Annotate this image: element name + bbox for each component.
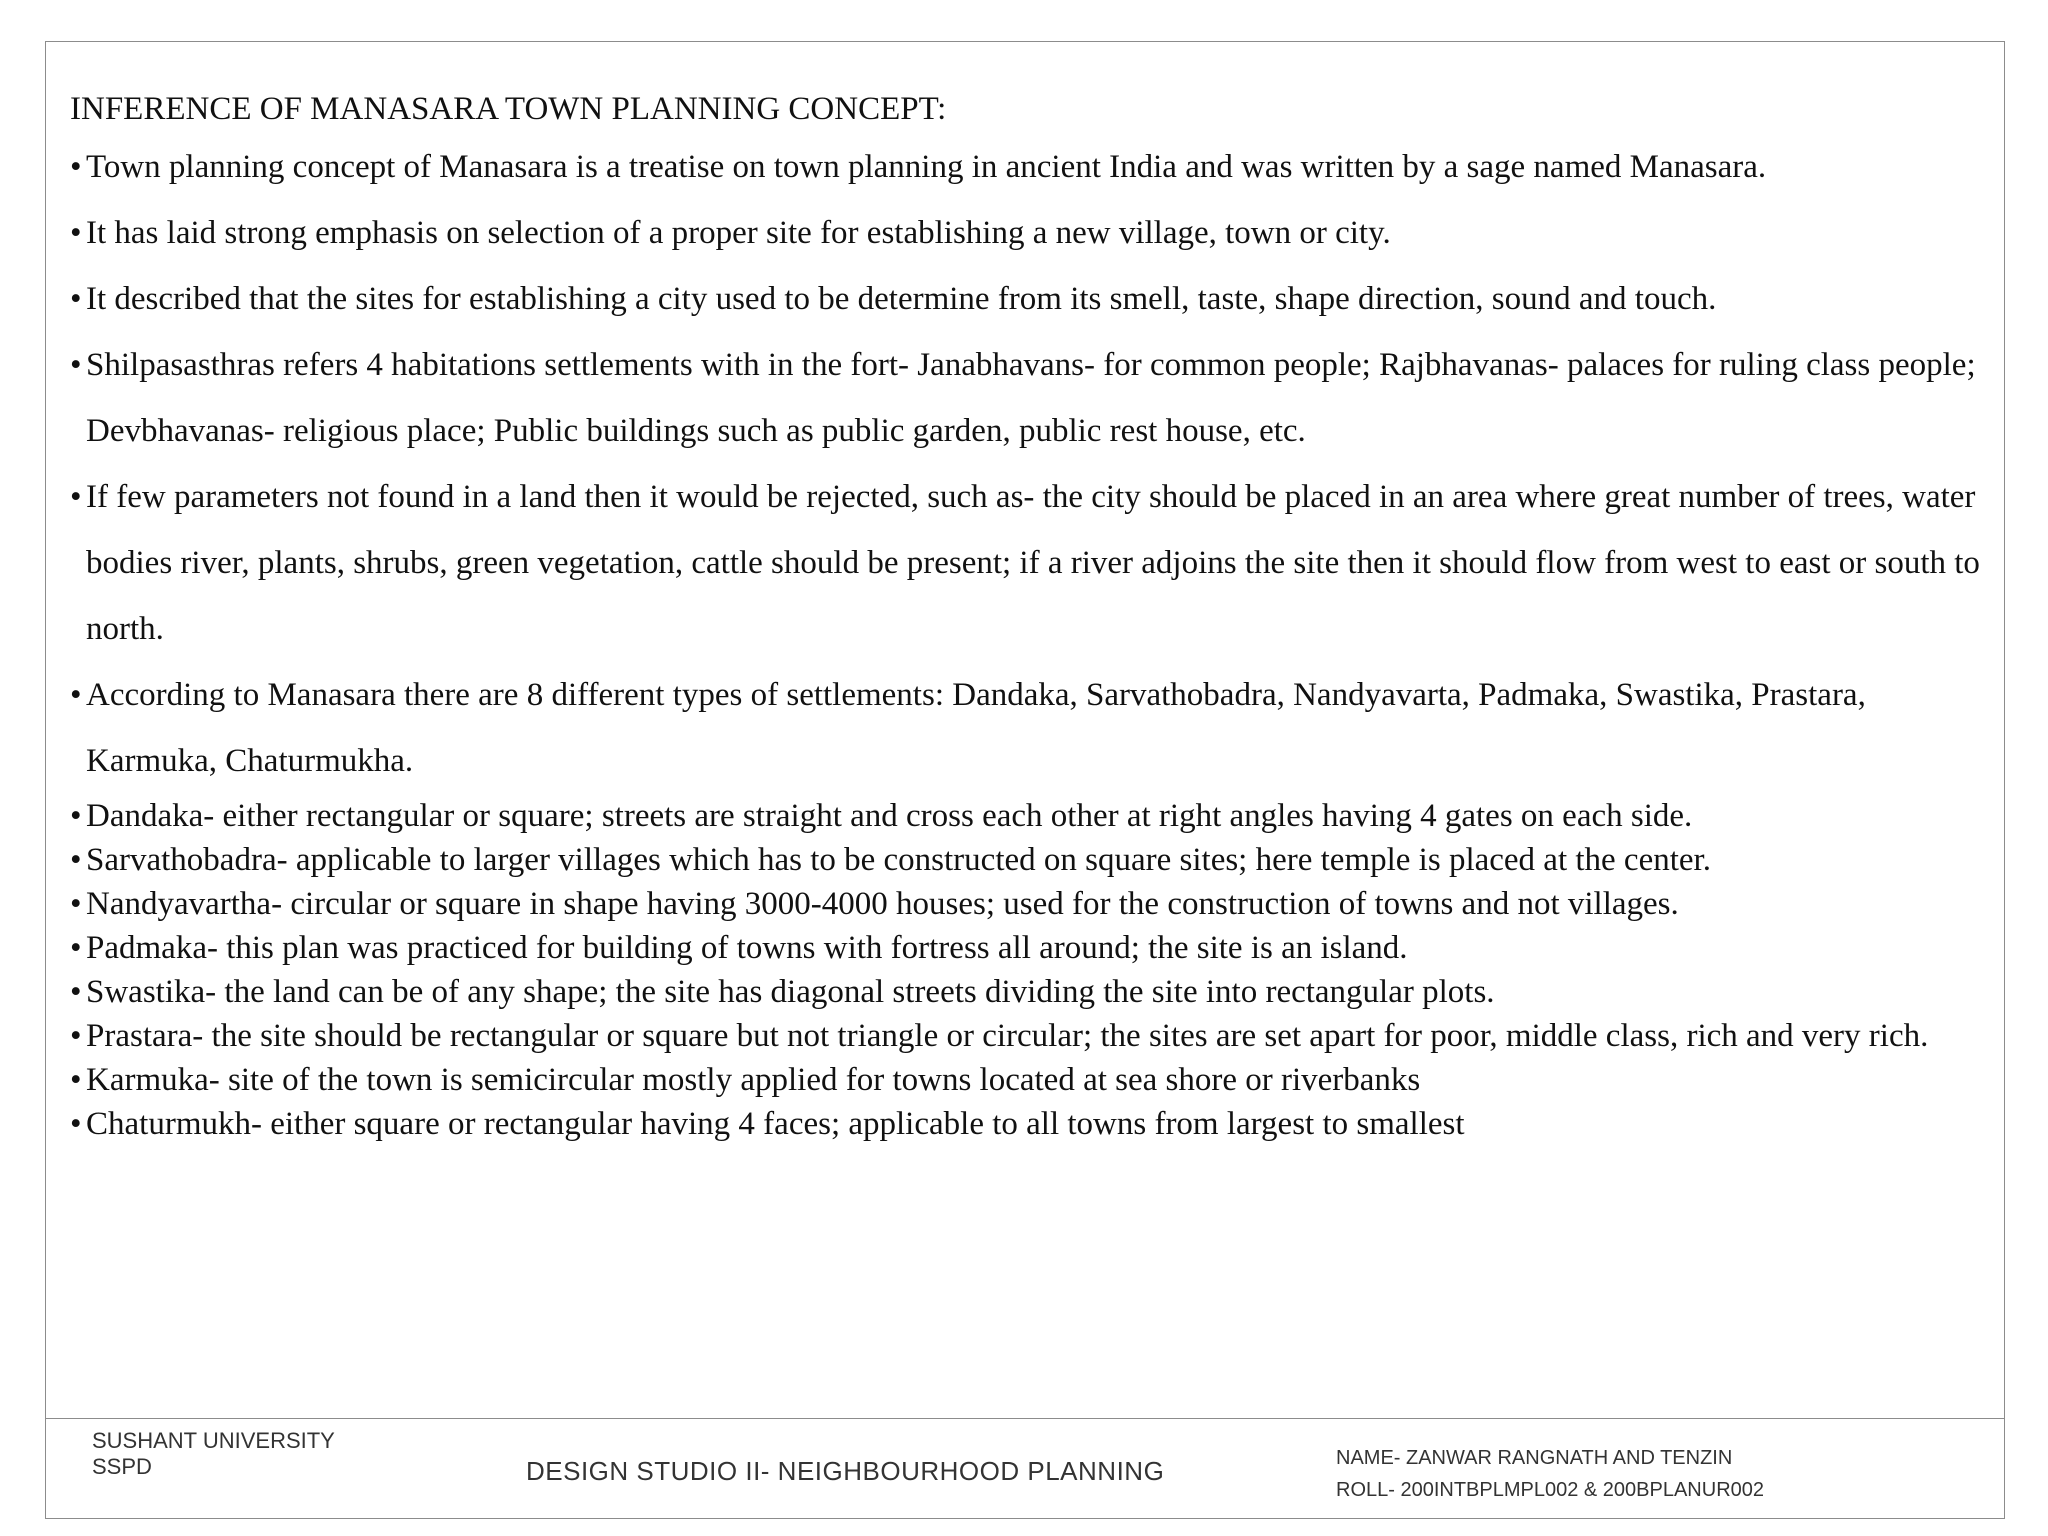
author-names: NAME- ZANWAR RANGNATH AND TENZIN [1336, 1447, 1733, 1469]
list-item: • According to Manasara there are 8 different types of settlements: Dandaka, Sarvathobadra, Nandyavarta, Padmaka, Swastika, Prastara, Karmuka, Chaturmukha. [70, 662, 1980, 794]
course-title: DESIGN STUDIO II- NEIGHBOURHOOD PLANNING [526, 1456, 1165, 1486]
university-name: SUSHANT UNIVERSITY [92, 1428, 335, 1453]
page-title: INFERENCE OF MANASARA TOWN PLANNING CONCEPT: [70, 91, 947, 127]
list-item: • Prastara- the site should be rectangular or square but not triangle or circular; the sites are set apart for poor, middle class, rich and very rich. [70, 1014, 1980, 1058]
footer-divider [46, 1418, 2004, 1419]
footer-institution [92, 1428, 335, 1480]
settlement-types-list [70, 794, 1980, 1146]
list-item: • If few parameters not found in a land then it would be rejected, such as- the city should be placed in an area where great number of trees, water bodies river, plants, shrubs, green vegetation, cattle should be present; if a river adjoins the site then it should flow from west to east or south to north. [70, 464, 1980, 662]
list-item: • Town planning concept of Manasara is a treatise on town planning in ancient India and was written by a sage named Manasara. [70, 134, 1980, 200]
list-item: • Nandyavartha- circular or square in shape having 3000-4000 houses; used for the construction of towns and not villages. [70, 882, 1980, 926]
list-item: • Chaturmukh- either square or rectangular having 4 faces; applicable to all towns from largest to smallest [70, 1102, 1980, 1146]
roll-numbers: ROLL- 200INTBPLMPL002 & 200BPLANUR002 [1336, 1479, 1765, 1501]
slide-content [70, 84, 1980, 1146]
list-item: • It has laid strong emphasis on selection of a proper site for establishing a new village, town or city. [70, 200, 1980, 266]
footer-authors [1336, 1442, 1764, 1506]
school-name: SSPD [92, 1454, 152, 1479]
slide-frame [45, 41, 2005, 1519]
list-item: • Dandaka- either rectangular or square; streets are straight and cross each other at right angles having 4 gates on each side. [70, 794, 1980, 838]
list-item: • Shilpasasthras refers 4 habitations settlements with in the fort- Janabhavans- for common people; Rajbhavanas- palaces for ruling class people; Devbhavanas- religious place; Public buildings such as public garden, public rest house, etc. [70, 332, 1980, 464]
slide-footer [46, 1420, 2004, 1519]
list-item: • Swastika- the land can be of any shape; the site has diagonal streets dividing the site into rectangular plots. [70, 970, 1980, 1014]
list-item: • It described that the sites for establishing a city used to be determine from its smell, taste, shape direction, sound and touch. [70, 266, 1980, 332]
list-item: • Karmuka- site of the town is semicircular mostly applied for towns located at sea shore or riverbanks [70, 1058, 1980, 1102]
intro-bullet-list [70, 134, 1980, 794]
list-item: • Padmaka- this plan was practiced for building of towns with fortress all around; the site is an island. [70, 926, 1980, 970]
list-item: • Sarvathobadra- applicable to larger villages which has to be constructed on square sites; here temple is placed at the center. [70, 838, 1980, 882]
